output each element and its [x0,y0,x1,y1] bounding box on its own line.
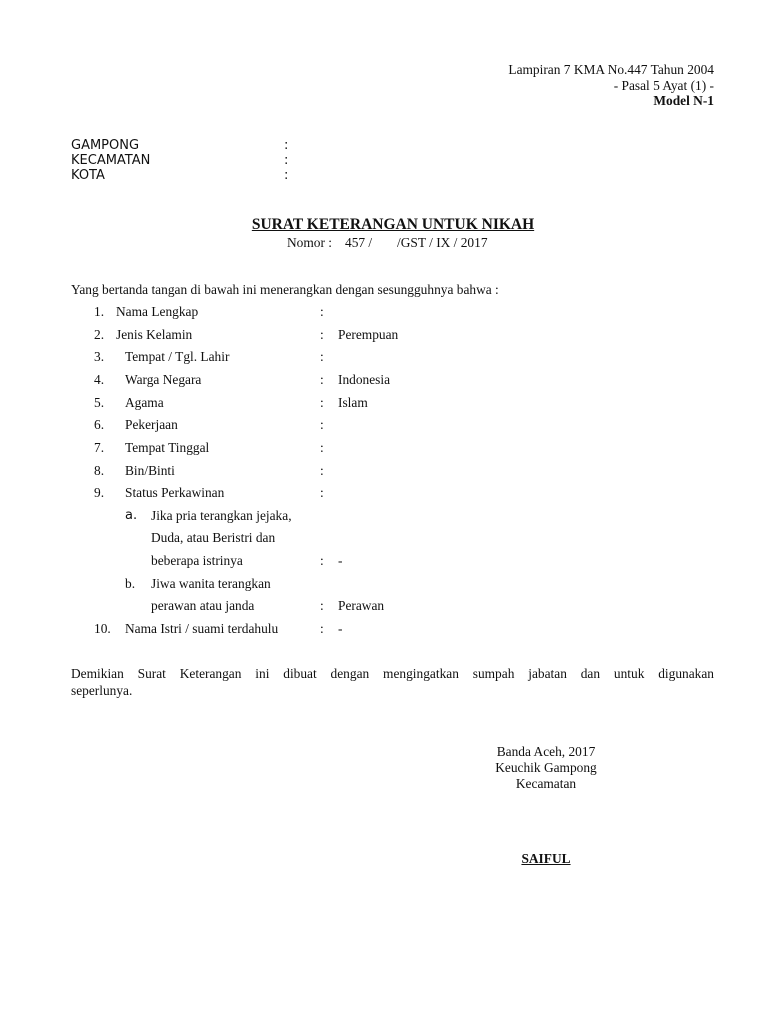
sub-item-line: Duda, atau Beristri dan [151,530,276,545]
item-colon: : [320,372,324,387]
item-colon: : [320,621,324,636]
item-label: Warga Negara [125,372,202,387]
item-colon: : [320,417,324,432]
item-colon: : [320,395,324,410]
sub-item-letter: a. [125,508,138,523]
sub-item-letter: b. [125,576,136,591]
item-number: 2. [94,327,105,342]
sub-item-colon: : [320,553,324,568]
header-attachment-line: Lampiran 7 KMA No.447 Tahun 2004 [508,62,714,77]
item-number: 5. [94,395,105,410]
item-colon: : [320,327,324,342]
signature-position: Keuchik Gampong [495,760,597,775]
header-article-line: - Pasal 5 Ayat (1) - [613,78,714,93]
sub-item-line: beberapa istrinya [151,553,243,568]
item-label: Bin/Binti [125,463,175,478]
item-label: Pekerjaan [125,417,178,432]
nomor-value: 457 / [345,235,373,250]
sub-item-value: - [338,553,343,568]
item-number: 8. [94,463,105,478]
item-colon: : [320,304,324,319]
item-number: 10. [94,621,111,636]
item-number: 3. [94,349,105,364]
item-value: Islam [338,395,368,410]
item-label: Tempat Tinggal [125,440,210,455]
nomor-rest: /GST / IX / 2017 [397,235,488,250]
item-label: Agama [125,395,164,410]
item-number: 7. [94,440,105,455]
address-gampong-colon: : [284,138,289,153]
sub-item-line: perawan atau janda [151,598,255,613]
sub-item-line: Jika pria terangkan jejaka, [151,508,292,523]
item-label: Nama Lengkap [116,304,199,319]
intro-text: Yang bertanda tangan di bawah ini menerangkan dengan sesungguhnya bahwa : [71,282,499,297]
address-kota-label: KOTA [71,168,105,183]
nomor-label: Nomor : [287,235,333,250]
sub-item-line: Jiwa wanita terangkan [151,576,271,591]
sub-item-value: Perawan [338,598,385,613]
signature-place-date: Banda Aceh, 2017 [496,744,596,759]
closing-line-1: Demikian Surat Keterangan ini dibuat dengan mengingatkan sumpah jabatan dan untuk digunakan [71,666,714,681]
item-colon: : [320,485,324,500]
item-label: Nama Istri / suami terdahulu [125,621,279,636]
item-label: Status Perkawinan [125,485,225,500]
item-number: 1. [94,304,105,319]
item-colon: : [320,440,324,455]
item-value: Perempuan [338,327,399,342]
signature-district: Kecamatan [515,776,577,791]
item-colon: : [320,463,324,478]
closing-line-2: seperlunya. [71,683,133,698]
item-number: 4. [94,372,105,387]
document-title: SURAT KETERANGAN UNTUK NIKAH [251,216,535,233]
address-kota-colon: : [284,168,289,183]
address-kecamatan-label: KECAMATAN [71,153,151,168]
item-colon: : [320,349,324,364]
address-gampong-label: GAMPONG [71,138,140,153]
item-number: 6. [94,417,105,432]
address-kecamatan-colon: : [284,153,289,168]
signatory-name: SAIFUL [521,851,571,866]
item-label: Jenis Kelamin [116,327,193,342]
item-label: Tempat / Tgl. Lahir [125,349,230,364]
header-model-label: Model N-1 [653,93,714,108]
item-value: Indonesia [338,372,391,387]
sub-item-colon: : [320,598,324,613]
item-number: 9. [94,485,105,500]
item-value: - [338,621,343,636]
